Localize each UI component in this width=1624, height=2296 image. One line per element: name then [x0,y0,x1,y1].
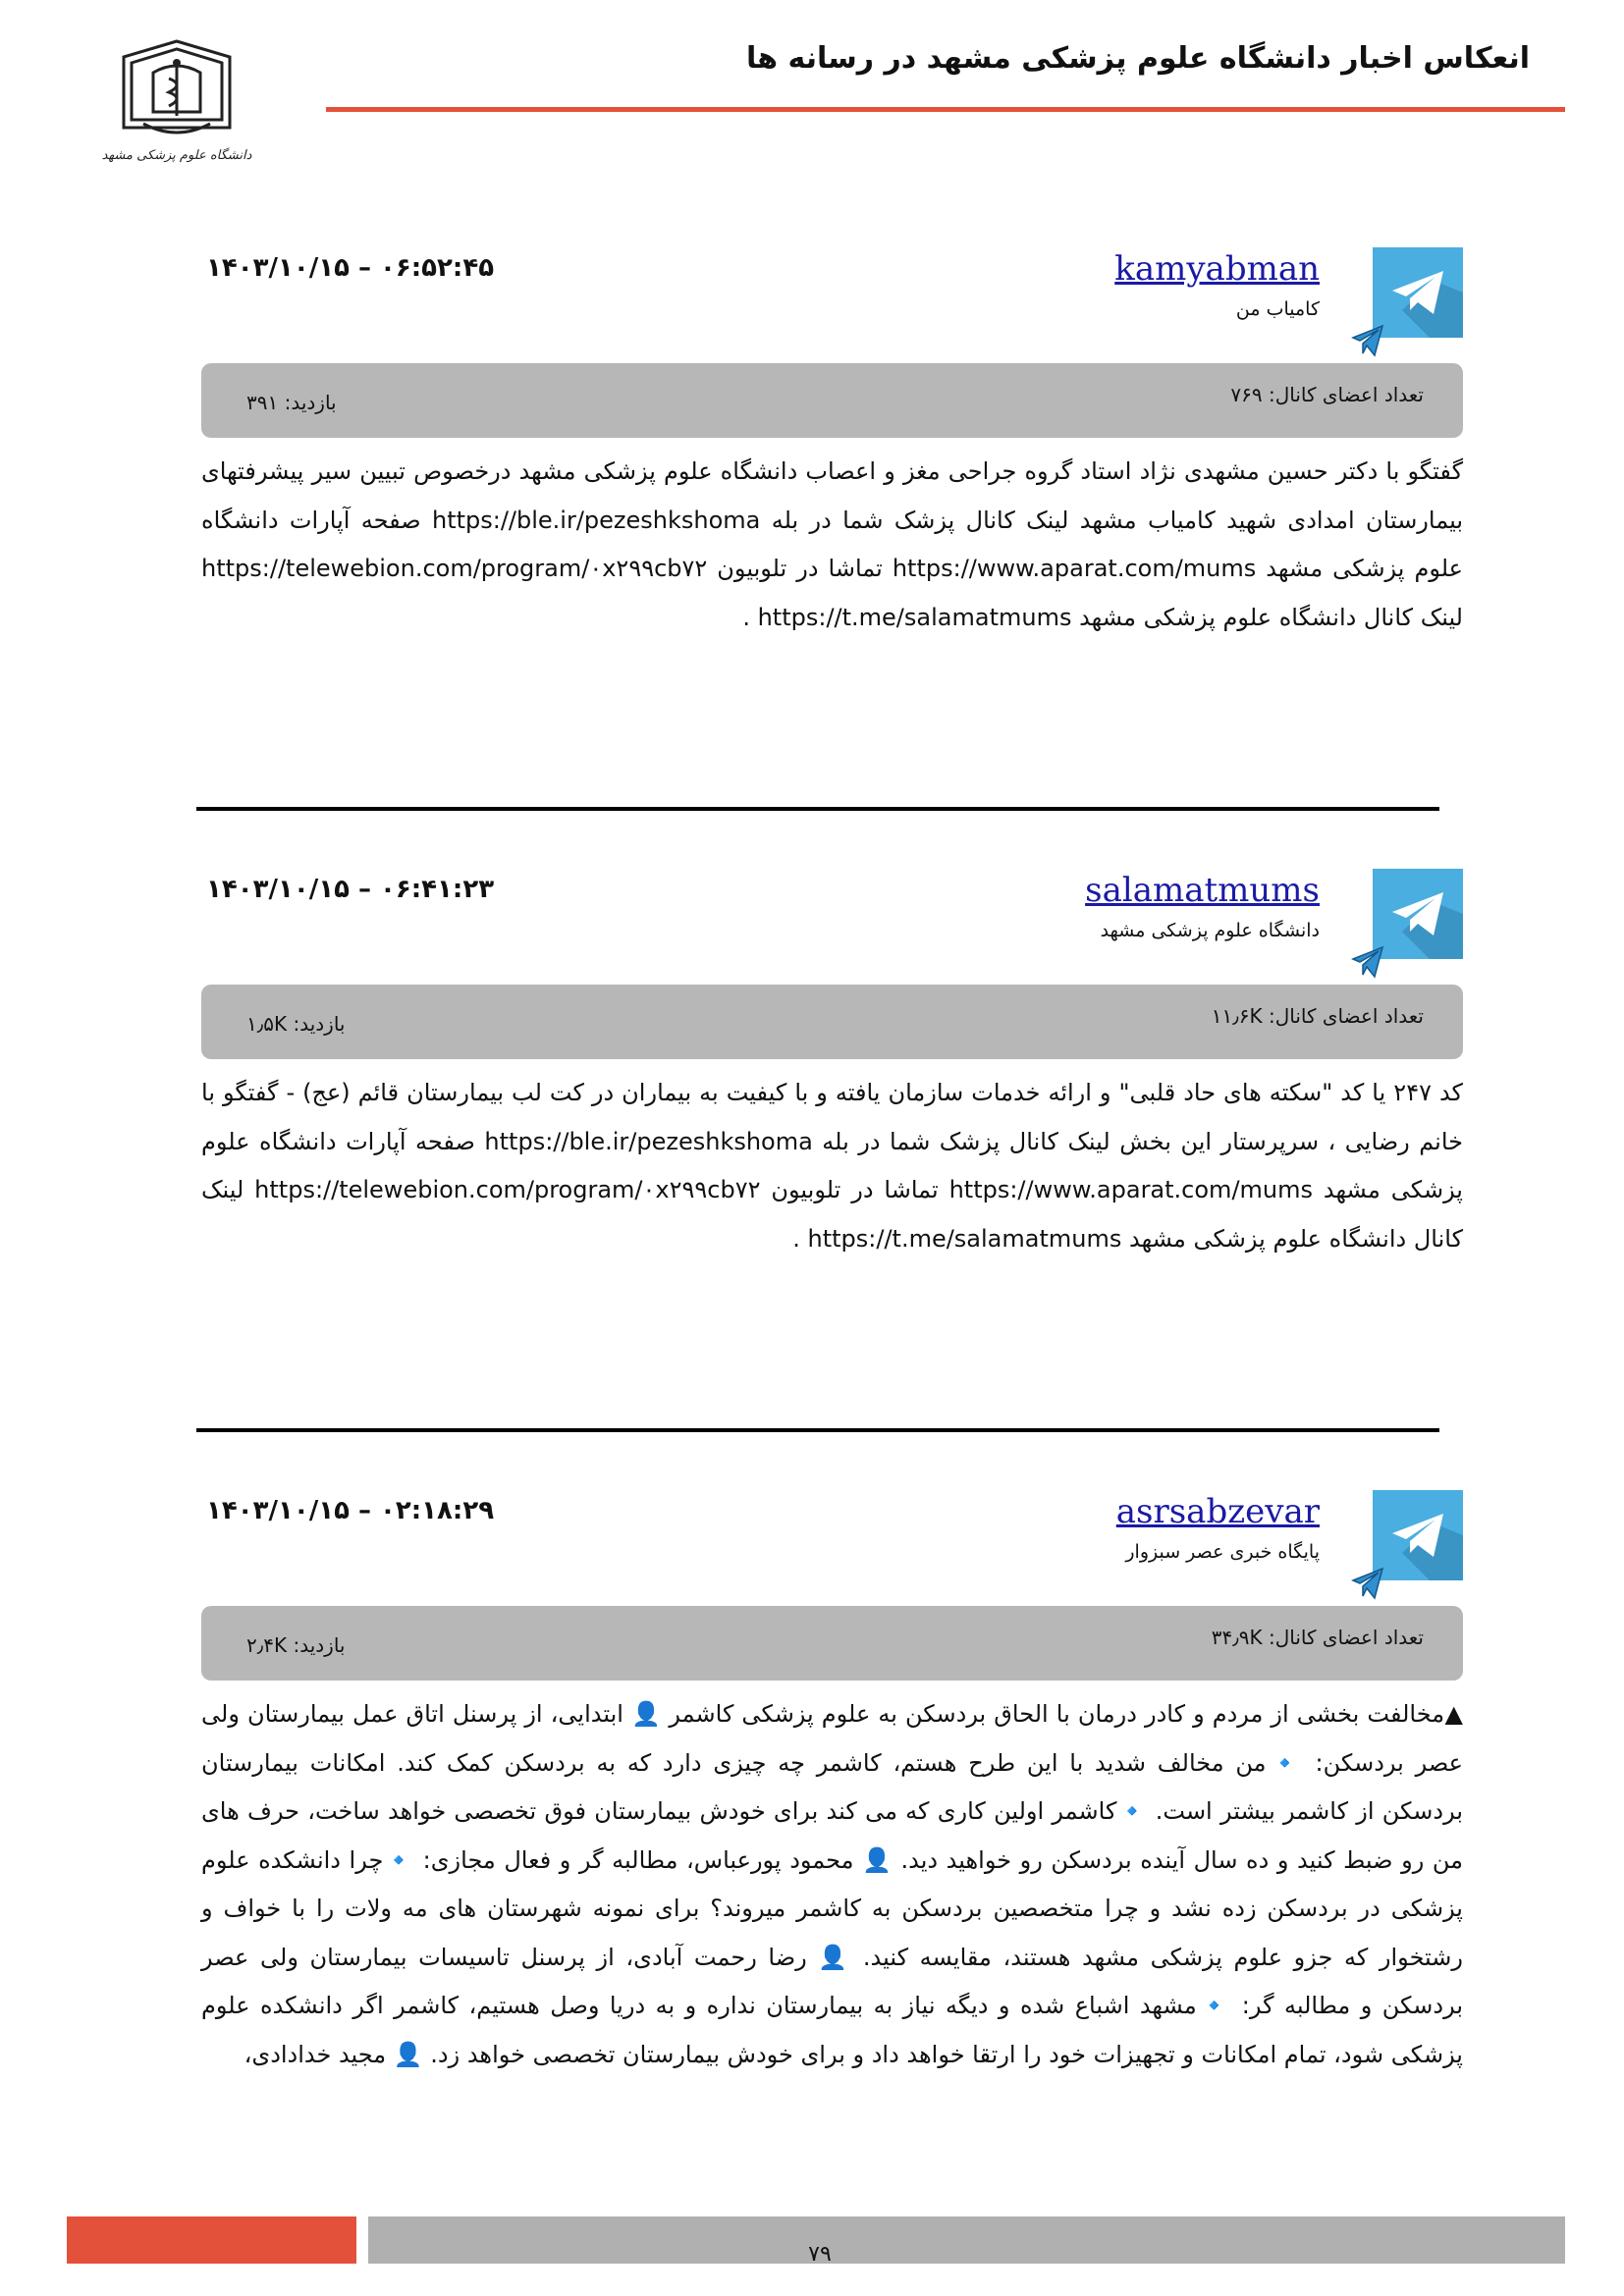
footer-bar [368,2216,1565,2264]
post-card [196,247,1463,699]
post-datetime: ۱۴۰۳/۱۰/۱۵ – ۰۶:۵۲:۴۵ [206,253,495,283]
post-stats-bar [201,985,1463,1059]
channel-title: دانشگاه علوم پزشکی مشهد [1100,920,1320,941]
telegram-icon[interactable] [1373,247,1463,338]
channel-link[interactable]: kamyabman [1114,249,1320,289]
post-stats-bar [201,1606,1463,1681]
telegram-logo-icon [1351,324,1384,357]
view-count: بازدید: ۱٫۵K [246,1012,346,1036]
logo-caption: دانشگاه علوم پزشکی مشهد [101,148,252,163]
post-body [201,448,1463,642]
telegram-logo-icon [1351,945,1384,979]
post-datetime: ۱۴۰۳/۱۰/۱۵ – ۰۲:۱۸:۲۹ [206,1496,495,1525]
telegram-icon[interactable] [1373,1490,1463,1580]
post-datetime: ۱۴۰۳/۱۰/۱۵ – ۰۶:۴۱:۲۳ [206,875,495,904]
channel-title: پایگاه خبری عصر سبزوار [1125,1541,1320,1563]
member-count: تعداد اعضای کانال: ۱۱٫۶K [1211,1004,1424,1028]
view-count: بازدید: ۳۹۱ [246,391,337,414]
post-text: کد ۲۴۷ یا کد "سکته های حاد قلبی" و ارائه خدمات سازمان یافته و با کیفیت به بیماران در کت لب بیمارستان قائم (عج) - گفتگو با خانم رضایی ، سرپرستار این بخش لینک کانال پزشک شما در بله https://ble.ir/pezeshkshoma صفحه آپارات دانشگاه علوم پزشکی مشهد https://www.aparat.com/mums تماشا در تلوبیون https://telewebion.com/program/۰x۲۹۹cb۷۲ لینک کانال دانشگاه علوم پزشکی مشهد https://t.me/salamatmums . [201,1079,1464,1253]
channel-title: کامیاب من [1235,298,1320,320]
view-count: بازدید: ۲٫۴K [246,1633,346,1657]
post-text: ▲مخالفت بخشی از مردم و کادر درمان با الحاق بردسکن به علوم پزشکی کاشمر 👤 ابتدایی، از پرسنل اتاق عمل بیمارستان ولی عصر بردسکن: 🔹من مخالف شدید با این طرح هستم، کاشمر چه چیزی دارد که به بردسکن کمک کند. امکانات بیمارستان بردسکن از کاشمر بیشتر است. 🔹کاشمر اولین کاری که می کند برای خودش بیمارستان فوق تخصصی خواهد ساخت، حرف های من رو ضبط کنید و ده سال آینده بردسکن رو خواهید دید. 👤 محمود پورعباس، مطالبه گر و فعال مجازی: 🔹چرا دانشکده علوم پزشکی در بردسکن زده نشد و چرا متخصصین بردسکن به کاشمر میروند؟ برای نمونه شهرستان های مه ولات را با خواف و رشتخوار که جزو علوم پزشکی مشهد هستند، مقایسه کنید. 👤 رضا رحمت آبادی، از پرسنل تاسیسات بیمارستان ولی عصر بردسکن و مطالبه گر: 🔹مشهد اشباع شده و دیگه نیاز به بیمارستان نداره و به دریا وصل هستیم، کاشمر اگر دانشکده علوم پزشکی شود، تمام امکانات و تجهیزات خود را ارتقا خواهد داد و برای خودش بیمارستان تخصصی خواهد زد. 👤 مجید خدادادی، [201,1700,1464,2068]
telegram-logo-icon [1351,1567,1384,1600]
page-number: ۷۹ [808,2242,832,2267]
footer-accent-bar [67,2216,356,2264]
university-logo [101,33,252,171]
header-divider [326,107,1565,112]
channel-link[interactable]: asrsabzevar [1115,1492,1320,1531]
post-body [201,1690,1463,2079]
post-card [196,1490,1463,2099]
member-count: تعداد اعضای کانال: ۳۴٫۹K [1211,1626,1424,1649]
member-count: تعداد اعضای کانال: ۷۶۹ [1230,383,1424,406]
page-header-title: انعکاس اخبار دانشگاه علوم پزشکی مشهد در رسانه ها [746,41,1530,76]
post-body [201,1069,1463,1263]
post-separator [196,807,1439,811]
post-stats-bar [201,363,1463,438]
channel-link[interactable]: salamatmums [1085,871,1320,910]
telegram-icon[interactable] [1373,869,1463,959]
post-separator [196,1428,1439,1432]
post-card [196,869,1463,1320]
post-text: گفتگو با دکتر حسین مشهدی نژاد استاد گروه جراحی مغز و اعصاب دانشگاه علوم پزشکی مشهد درخصوص تبیین سیر پیشرفتهای بیمارستان امدادی شهید کامیاب مشهد لینک کانال پزشک شما در بله https://ble.ir/pezeshkshoma صفحه آپارات دانشگاه علوم پزشکی مشهد https://www.aparat.com/mums تماشا در تلوبیون https://telewebion.com/program/۰x۲۹۹cb۷۲ لینک کانال دانشگاه علوم پزشکی مشهد https://t.me/salamatmums . [201,457,1463,631]
